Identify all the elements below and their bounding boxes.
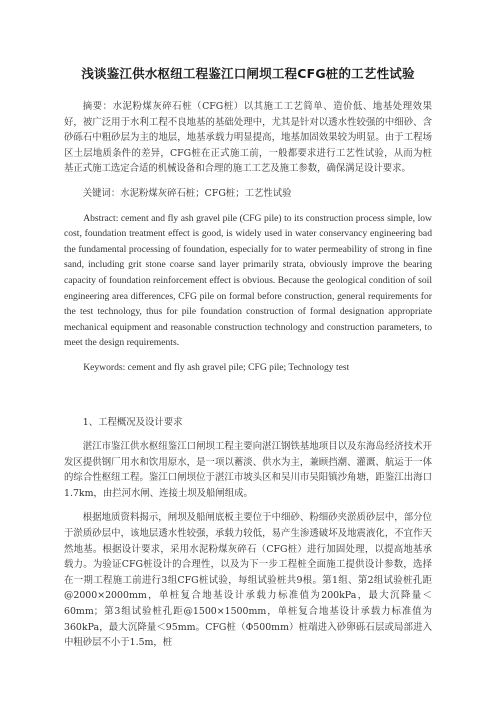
section1-paragraph-2: 根据地质资料揭示，闸坝及船闸底板主要位于中细砂、粉细砂夹淤质砂层中，部分位于淤质砂层中，该地层透水性较强，承载力较低，易产生渗透破坏及地震液化，不宜作天然地基。根据设计要求，采用水泥粉煤灰碎石（CFG桩）进行加固处理，以提高地基承载力。为验证CFG桩设计的合理性，以及为下一步工程桩全面施工提供设计参数，选择在一期工程施工前进行3组CFG桩试验，每组试验桩共9根。第1组、第2组试验桩孔距@2000×2000mm，单桩复合地基设计承载力标准值为200kPa，最大沉降量＜60mm；第3组试验桩孔距@1500×1500mm，单桩复合地基设计承载力标准值为360kPa，最大沉降量＜95mm。CFG桩（Φ500mm）桩端进入砂卵砾石层或局部进入中粗砂层不小于1.5m，桩 — [64, 512, 432, 649]
keywords-chinese: 关键词：水泥粉煤灰碎石桩；CFG桩；工艺性试验 — [82, 187, 292, 199]
section1-paragraph-1: 湛江市鉴江供水枢纽鉴江口闸坝工程主要向湛江钢铁基地项目以及东海岛经济技术开发区提供钢厂用水和饮用原水，是一项以蓄淡、供水为主，兼顾挡潮、灌溉、航运于一体的综合性枢纽工程。鉴江口闸坝位于湛江市坡头区和吴川市吴阳镇沙角塘，距鉴江出海口1.7km，由拦河水闸、连接土坝及船闸组成。 — [64, 441, 432, 499]
paper-title: 浅谈鉴江供水枢纽工程鉴江口闸坝工程CFG桩的工艺性试验 — [81, 66, 415, 81]
keywords-english: Keywords: cement and fly ash gravel pile; CFG pile; Technology test — [83, 361, 350, 373]
section-spacer — [64, 385, 432, 393]
section-heading-1: 1、工程概况及设计要求 — [82, 416, 183, 428]
abstract-english: Abstract: cement and fly ash gravel pile (CFG pile) to its construction process simple, low cost, foundation treatment effect is good, is widely used in water conservancy engineering bad the fundamental processing of foundation, especially for to water permeability of strong in fine sand, including grit stone coarse sand layer primarily strata, obviously improve the bearing capacity of foundation reinforcement effect is obvious. Because the geological condition of soil engineering area differences, CFG pile on formal before construction, general requirements for the test technology, thus for pile foundation construction of formal designation appropriate mechanical equipment and reasonable construction technology and construction parameters, to meet the design requirements. — [64, 212, 432, 349]
abstract-chinese: 摘要：水泥粉煤灰碎石桩（CFG桩）以其施工工艺简单、造价低、地基处理效果好，被广泛用于水利工程不良地基的基础处理中，尤其是针对以透水性较强的中细砂、含砂砾石中粗砂层为主的地层，地基承载力明显提高，地基加固效果较为明显。由于工程场区土层地质条件的差异，CFG桩在正式施工前，一般都要求进行工艺性试验，从而为桩基正式施工选定合适的机械设备和合理的施工工艺及施工参数，确保满足设计要求。 — [64, 101, 432, 175]
